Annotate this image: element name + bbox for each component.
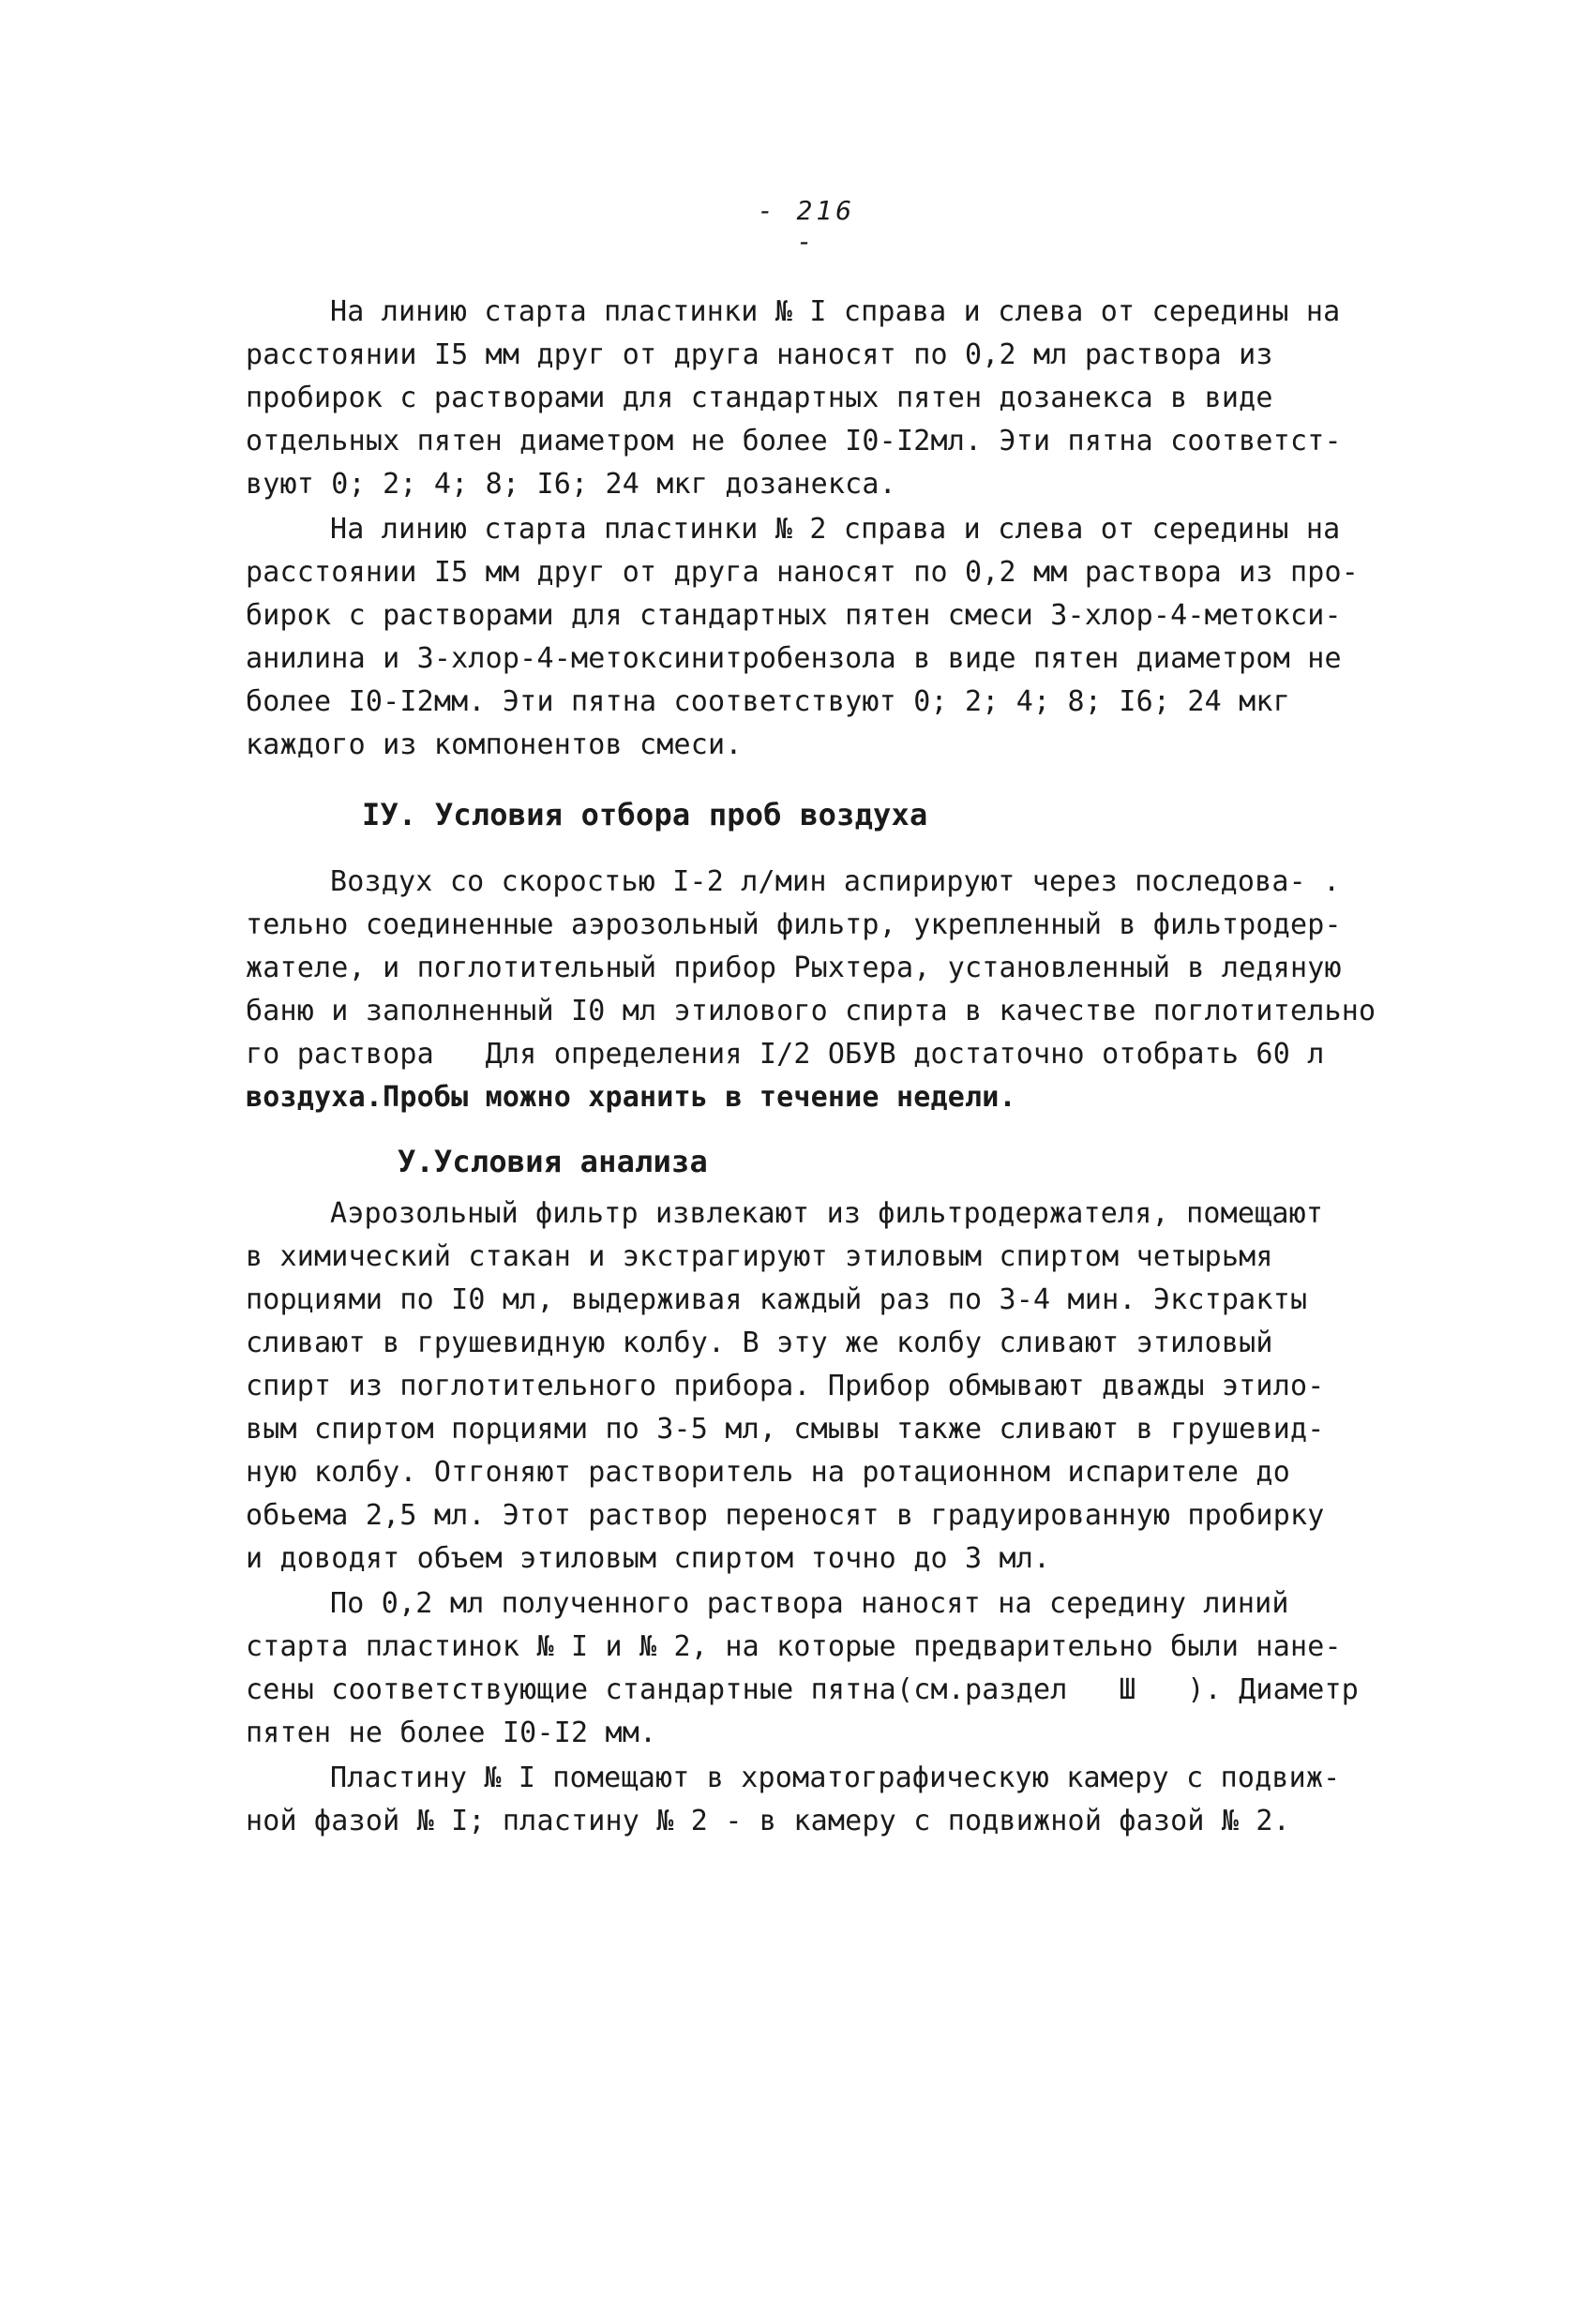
text-line: отдельных пятен диаметром не более I0-I2мл. Эти пятна соответст- [246,425,1342,457]
text-line: обьема 2,5 мл. Этот раствор переносят в градуированную пробирку [246,1499,1325,1532]
text-line: каждого из компонентов смеси. [246,728,743,761]
text-line: вуют 0; 2; 4; 8; I6; 24 мкг дозанекса. [246,468,896,501]
text-line: и доводят объем этиловым спиртом точно до 3 мл. [246,1542,1051,1575]
section-heading: IУ. Условия отбора проб воздуха [362,797,928,832]
text-line: вым спиртом порциями по 3-5 мл, смывы также сливают в грушевид- [246,1413,1325,1446]
page-number: - 216 - [757,195,856,257]
text-line: пробирок с растворами для стандартных пятен дозанекса в виде [246,382,1273,414]
text-line: спирт из поглотительного прибора. Прибор обмывают дважды этило- [246,1370,1325,1402]
text-line: На линию старта пластинки № I справа и слева от середины на [330,295,1341,328]
text-line: в химический стакан и экстрагируют этиловым спиртом четырьмя [246,1240,1273,1273]
text-line: расстоянии I5 мм друг от друга наносят по 0,2 мл раствора из [246,338,1273,371]
text-line: го раствора Для определения I/2 ОБУВ достаточно отобрать 60 л [246,1038,1325,1071]
text-line: воздуха.Пробы можно хранить в течение недели. [246,1081,1016,1114]
section-heading: У.Условия анализа [398,1144,708,1179]
text-line: Аэрозольный фильтр извлекают из фильтродержателя, помещают [330,1197,1324,1230]
text-line: По 0,2 мл полученного раствора наносят на середину линий [330,1587,1289,1620]
text-line: старта пластинок № I и № 2, на которые предварительно были нане- [246,1630,1342,1663]
text-line: жателе, и поглотительный прибор Рыхтера, установленный в ледяную [246,952,1342,984]
text-line: более I0-I2мм. Эти пятна соответствуют 0; 2; 4; 8; I6; 24 мкг [246,685,1290,718]
text-line: ную колбу. Отгоняют растворитель на ротационном испарителе до [246,1456,1290,1489]
text-line: расстоянии I5 мм друг от друга наносят по 0,2 мм раствора из про- [246,556,1359,589]
text-line: сливают в грушевидную колбу. В эту же колбу сливают этиловый [246,1327,1273,1359]
text-line: Воздух со скоростью I-2 л/мин аспирируют через последова- . [330,865,1341,898]
text-line: порциями по I0 мл, выдерживая каждый раз по 3-4 мин. Экстракты [246,1283,1308,1316]
text-line: На линию старта пластинки № 2 справа и слева от середины на [330,513,1341,546]
text-line: тельно соединенные аэрозольный фильтр, укрепленный в фильтродер- [246,908,1342,941]
text-line: ной фазой № I; пластину № 2 - в камеру с подвижной фазой № 2. [246,1805,1290,1837]
text-line: Пластину № I помещают в хроматографическую камеру с подвиж- [330,1762,1341,1794]
text-line: анилина и 3-хлор-4-метоксинитробензола в виде пятен диаметром не [246,642,1342,675]
text-line: бирок с растворами для стандартных пятен смеси 3-хлор-4-метокси- [246,599,1342,632]
text-line: сены соответствующие стандартные пятна(см.раздел Ш ). Диаметр [246,1673,1359,1706]
text-line: баню и заполненный I0 мл этилового спирта в качестве поглотительно [246,995,1376,1027]
text-line: пятен не более I0-I2 мм. [246,1717,657,1749]
